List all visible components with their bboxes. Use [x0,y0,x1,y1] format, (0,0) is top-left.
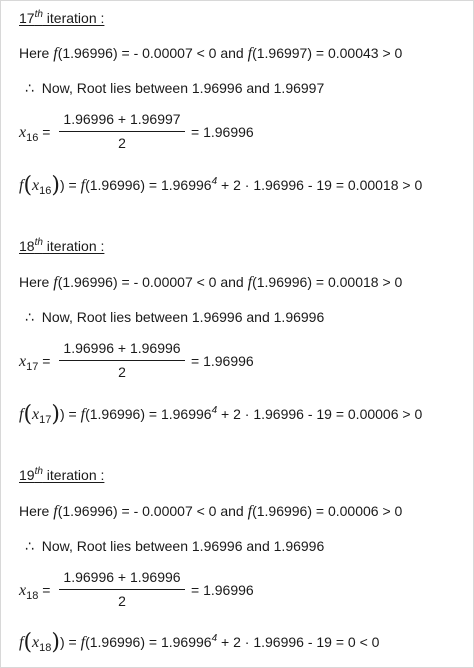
root-interval-statement: ∴ Now, Root lies between 1.96996 and 1.96996 [25,538,325,554]
midpoint-formula [19,340,319,384]
iteration-heading: 19th iteration : [19,466,105,483]
midpoint-variable: $x_{17}$ = [19,353,51,373]
midpoint-result: = 1.96996 [191,582,254,598]
function-evaluation: $f(x_{17})) = f(1.96996) = 1.96996^4 + 2 \cdot 1.96996 - 19 = 0.00006 > 0$ [19,402,423,427]
bracket-statement: Here f(1.96996) = - 0.00007 < 0 and f(1.96996) = 0.00006 > 0 [19,503,403,520]
midpoint-formula [19,569,319,613]
fraction-bar [59,360,185,361]
fraction-numerator: 1.96996 + 1.96996 [63,569,181,585]
root-interval-statement: ∴ Now, Root lies between 1.96996 and 1.96997 [25,80,325,96]
fraction-numerator: 1.96996 + 1.96997 [63,111,181,127]
fraction-numerator: 1.96996 + 1.96996 [63,340,181,356]
iteration-heading: 18th iteration : [19,237,105,254]
midpoint-variable: $x_{18}$ = [19,582,51,602]
midpoint-formula [19,111,319,155]
fraction-bar [59,131,185,132]
iteration-heading: 17th iteration : [19,9,105,26]
therefore-symbol: ∴ [25,80,34,96]
midpoint-result: = 1.96996 [191,353,254,369]
root-interval-statement: ∴ Now, Root lies between 1.96996 and 1.96996 [25,309,325,325]
fraction-denominator: 2 [118,593,126,609]
function-evaluation: $f(x_{16})) = f(1.96996) = 1.96996^4 + 2 \cdot 1.96996 - 19 = 0.00018 > 0$ [19,173,423,198]
midpoint-variable: $x_{16}$ = [19,124,51,144]
therefore-symbol: ∴ [25,309,34,325]
fraction-bar [59,589,185,590]
bracket-statement: Here f(1.96996) = - 0.00007 < 0 and f(1.96997) = 0.00043 > 0 [19,45,403,62]
fraction-denominator: 2 [118,364,126,380]
function-evaluation: $f(x_{18})) = f(1.96996) = 1.96996^4 + 2 \cdot 1.96996 - 19 = 0 < 0$ [19,630,380,655]
fraction-denominator: 2 [118,135,126,151]
midpoint-result: = 1.96996 [191,124,254,140]
bracket-statement: Here f(1.96996) = - 0.00007 < 0 and f(1.96996) = 0.00018 > 0 [19,274,403,291]
therefore-symbol: ∴ [25,538,34,554]
